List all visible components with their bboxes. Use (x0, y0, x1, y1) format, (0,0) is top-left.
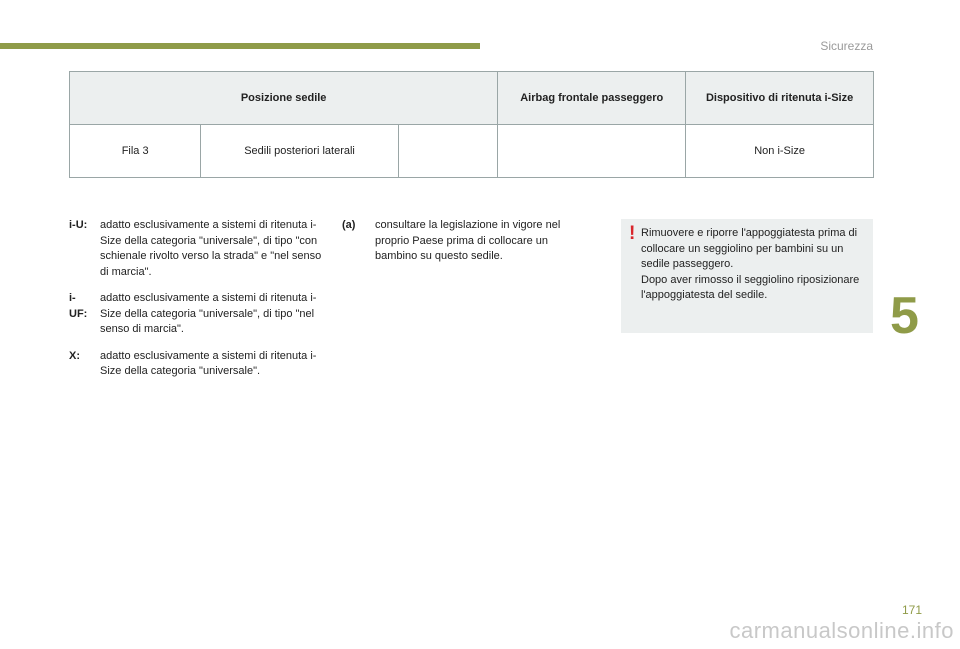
legend-item (69, 218, 324, 280)
column-header-seat-position: Posizione sedile (70, 72, 498, 125)
legend-key: i- UF: (69, 292, 88, 320)
page-number: 171 (901, 603, 922, 617)
table-cell-row: Fila 3 (70, 125, 201, 178)
footnote-text: consultare la legislazione in vigore nel proprio Paese prima di collocare un bambino su questo sedile. (375, 219, 561, 262)
footnote-key: (a) (342, 219, 356, 231)
legend-list (69, 218, 324, 391)
warning-exclamation-icon: ! (629, 223, 636, 244)
table-cell-empty (398, 125, 497, 178)
legend-item (69, 291, 324, 338)
header-accent-bar (0, 43, 480, 49)
column-header-isize-restraint: Dispositivo di ritenuta i-Size (686, 72, 874, 125)
seat-compatibility-table (69, 71, 874, 178)
chapter-number: 5 (890, 287, 919, 345)
table-cell-seat: Sedili posteriori laterali (201, 125, 399, 178)
table-row (70, 125, 874, 178)
legend-text: adatto esclusivamente a sistemi di ritenuta i-Size della categoria "universale". (100, 349, 317, 377)
warning-text: Rimuovere e riporre l'appoggiatesta prima di collocare un seggiolino per bambini su un sedile passeggero. (641, 227, 858, 270)
warning-box (621, 219, 873, 333)
column-header-passenger-airbag: Airbag frontale passeggero (498, 72, 686, 125)
table-cell-airbag (498, 125, 686, 178)
watermark: carmanualsonline.info (729, 618, 954, 643)
table-header-row (70, 72, 874, 125)
section-title: Sicurezza (820, 39, 873, 53)
legend-text: adatto esclusivamente a sistemi di ritenuta i-Size della categoria "universale", di tipo "nel senso di marcia". (100, 292, 317, 335)
footnote (342, 218, 587, 265)
table-cell-isize: Non i-Size (686, 125, 874, 178)
legend-key: i-U: (69, 219, 88, 231)
legend-text: adatto esclusivamente a sistemi di ritenuta i-Size della categoria "universale", di tipo "con schienale rivolto verso la strada" e "nel senso di marcia". (100, 219, 322, 278)
legend-item (69, 349, 324, 380)
warning-text: Dopo aver rimosso il seggiolino riposizionare l'appoggiatesta del sedile. (641, 273, 860, 301)
legend-key: X: (69, 349, 80, 362)
